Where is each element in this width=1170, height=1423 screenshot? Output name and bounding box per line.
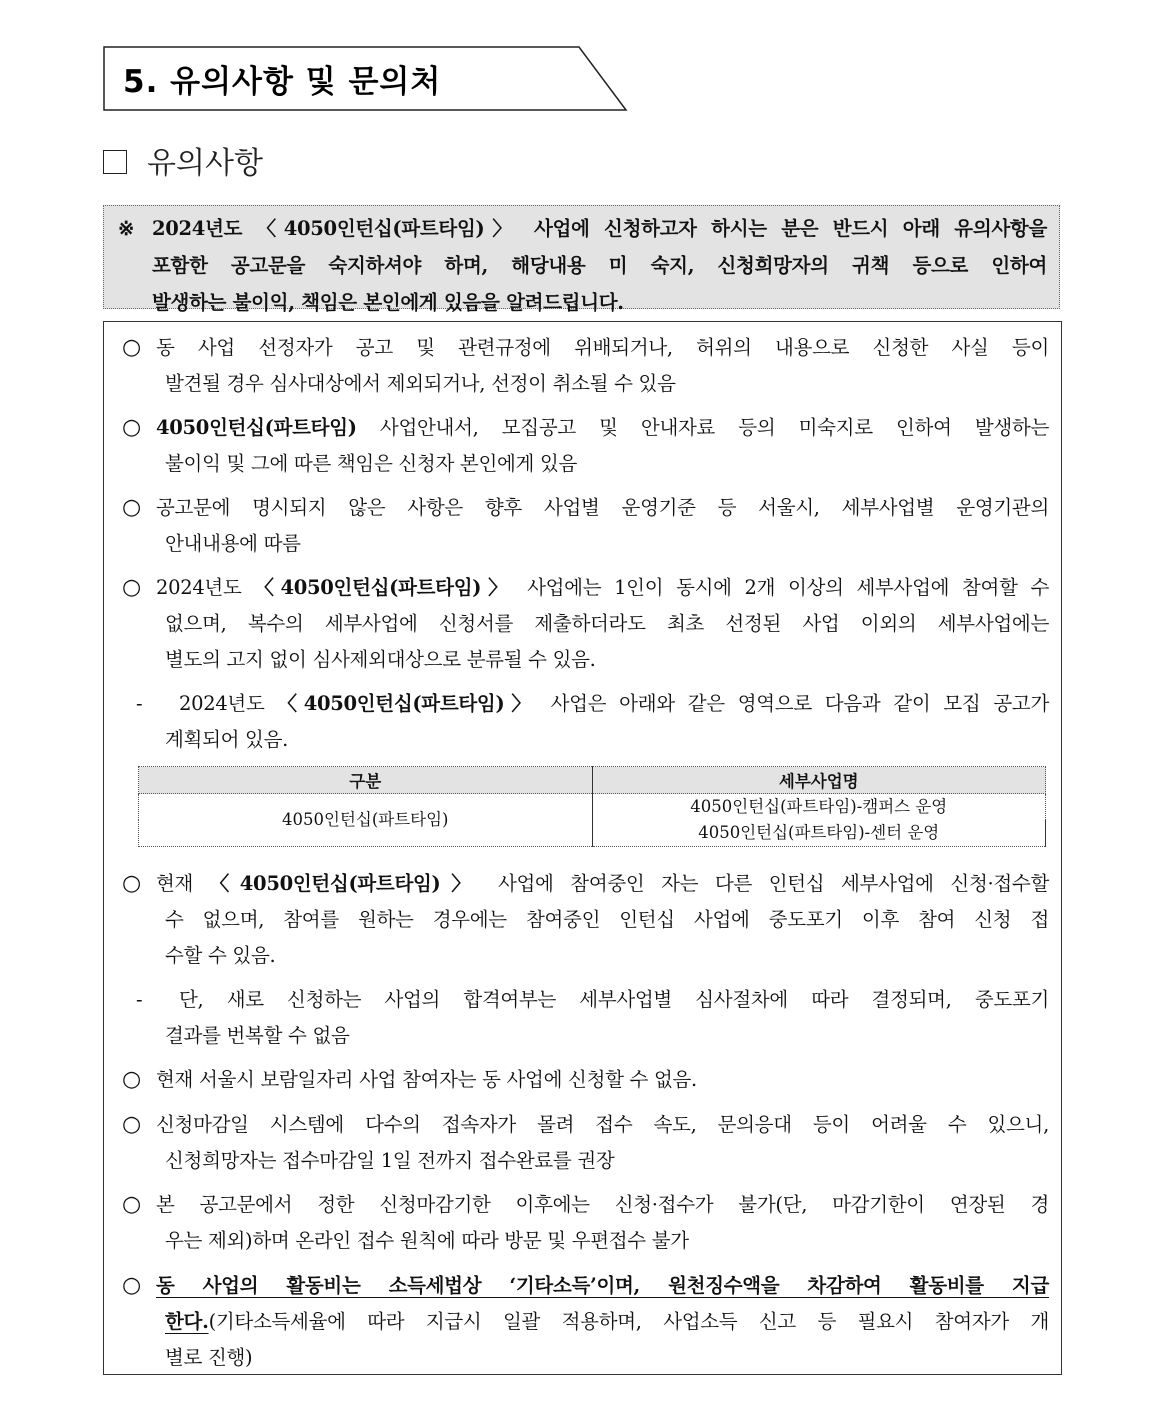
- list-sub-item: - 단, 새로 신청하는 사업의 합격여부는 세부사업별 심사절차에 따라 결정되며, 중도포기 결과를 번복할 수 없음: [122, 982, 1049, 1054]
- table-cell-project: 4050인턴십(파트타임)-센터 운영: [592, 820, 1046, 847]
- notice-box: [103, 205, 1060, 314]
- notice-line: 2024년도 〈4050인턴십(파트타임)〉 사업에 신청하고자 하시는 분은 반드시 아래 유의사항을: [152, 217, 1047, 240]
- circle-bullet-icon: ○: [122, 495, 141, 520]
- circle-bullet-icon: ○: [122, 335, 141, 360]
- section-title: 5. 유의사항 및 문의처: [123, 64, 442, 100]
- circle-bullet-icon: ○: [122, 415, 141, 440]
- circle-bullet-icon: ○: [122, 1112, 141, 1137]
- list-item: ○ 신청마감일 시스템에 다수의 접속자가 몰려 접수 속도, 문의응대 등이 어려울 수 있으니, 신청희망자는 접수마감일 1일 전까지 접수완료를 권장: [122, 1107, 1049, 1179]
- list-item: ○ 동 사업의 활동비는 소득세법상 ‘기타소득’이며, 원천징수액을 차감하여 활동비를 지급 한다.(기타소득세율에 따라 지급시 일괄 적용하며, 사업소득 신고 등 필요시 참여자가 개 별로 진행): [122, 1268, 1049, 1376]
- precautions-list: [103, 321, 1062, 1375]
- notice-line: 발생하는 불이익, 책임은 본인에게 있음을 알려드립니다.: [152, 291, 624, 314]
- dash-bullet-icon: -: [136, 988, 143, 1011]
- circle-bullet-icon: ○: [122, 1192, 141, 1217]
- list-item: ○ 4050인턴십(파트타임) 사업안내서, 모집공고 및 안내자료 등의 미숙지로 인하여 발생하는 불이익 및 그에 따른 책임은 신청자 본인에게 있음: [122, 410, 1049, 482]
- list-item: ○ 동 사업 선정자가 공고 및 관련규정에 위배되거나, 허위의 내용으로 신청한 사실 등이 발견될 경우 심사대상에서 제외되거나, 선정이 취소될 수 있음: [122, 330, 1049, 402]
- circle-bullet-icon: ○: [122, 575, 141, 600]
- list-item: ○ 2024년도 〈4050인턴십(파트타임)〉 사업에는 1인이 동시에 2개 이상의 세부사업에 참여할 수 없으며, 복수의 세부사업에 신청서를 제출하더라도 최초 선정된 사업 이외의 세부사업에는 별도의 고지 없이 심사제외대상으로 분류될 수 있음.: [122, 570, 1049, 678]
- list-item: ○ 현재 〈4050인턴십(파트타임)〉 사업에 참여중인 자는 다른 인턴십 세부사업에 신청·접수할 수 없으며, 참여를 원하는 경우에는 참여중인 인턴십 사업에 중도포기 이후 참여 신청 접 수할 수 있음.: [122, 866, 1049, 974]
- circle-bullet-icon: ○: [122, 1067, 141, 1092]
- list-item: ○ 공고문에 명시되지 않은 사항은 향후 사업별 운영기준 등 서울시, 세부사업별 운영기관의 안내내용에 따름: [122, 490, 1049, 562]
- circle-bullet-icon: ○: [122, 871, 141, 896]
- table-row: [139, 794, 1046, 821]
- square-box-icon: [103, 150, 127, 174]
- subheading-label: 유의사항: [147, 146, 263, 181]
- section-header: [103, 46, 627, 112]
- list-sub-item: - 2024년도 〈4050인턴십(파트타임)〉 사업은 아래와 같은 영역으로 다음과 같이 모집 공고가 계획되어 있음.: [122, 686, 1049, 758]
- table-cell-project: 4050인턴십(파트타임)-캠퍼스 운영: [592, 794, 1046, 821]
- list-item: ○ 현재 서울시 보람일자리 사업 참여자는 동 사업에 신청할 수 없음.: [122, 1062, 1049, 1098]
- notice-line: 포함한 공고문을 숙지하셔야 하며, 해당내용 미 숙지, 신청희망자의 귀책 등으로 인하여: [152, 254, 1047, 277]
- table-header: 세부사업명: [592, 767, 1046, 794]
- table-cell-category: 4050인턴십(파트타임): [139, 794, 593, 847]
- reference-mark-icon: ※: [118, 217, 135, 240]
- list-item: ○ 본 공고문에서 정한 신청마감기한 이후에는 신청·접수가 불가(단, 마감기한이 연장된 경 우는 제외)하며 온라인 접수 원칙에 따라 방문 및 우편접수 불가: [122, 1187, 1049, 1259]
- sub-project-table: [138, 766, 1046, 847]
- dash-bullet-icon: -: [136, 692, 143, 715]
- circle-bullet-icon: ○: [122, 1273, 141, 1298]
- table-header: 구분: [139, 767, 593, 794]
- subheading: [103, 138, 263, 182]
